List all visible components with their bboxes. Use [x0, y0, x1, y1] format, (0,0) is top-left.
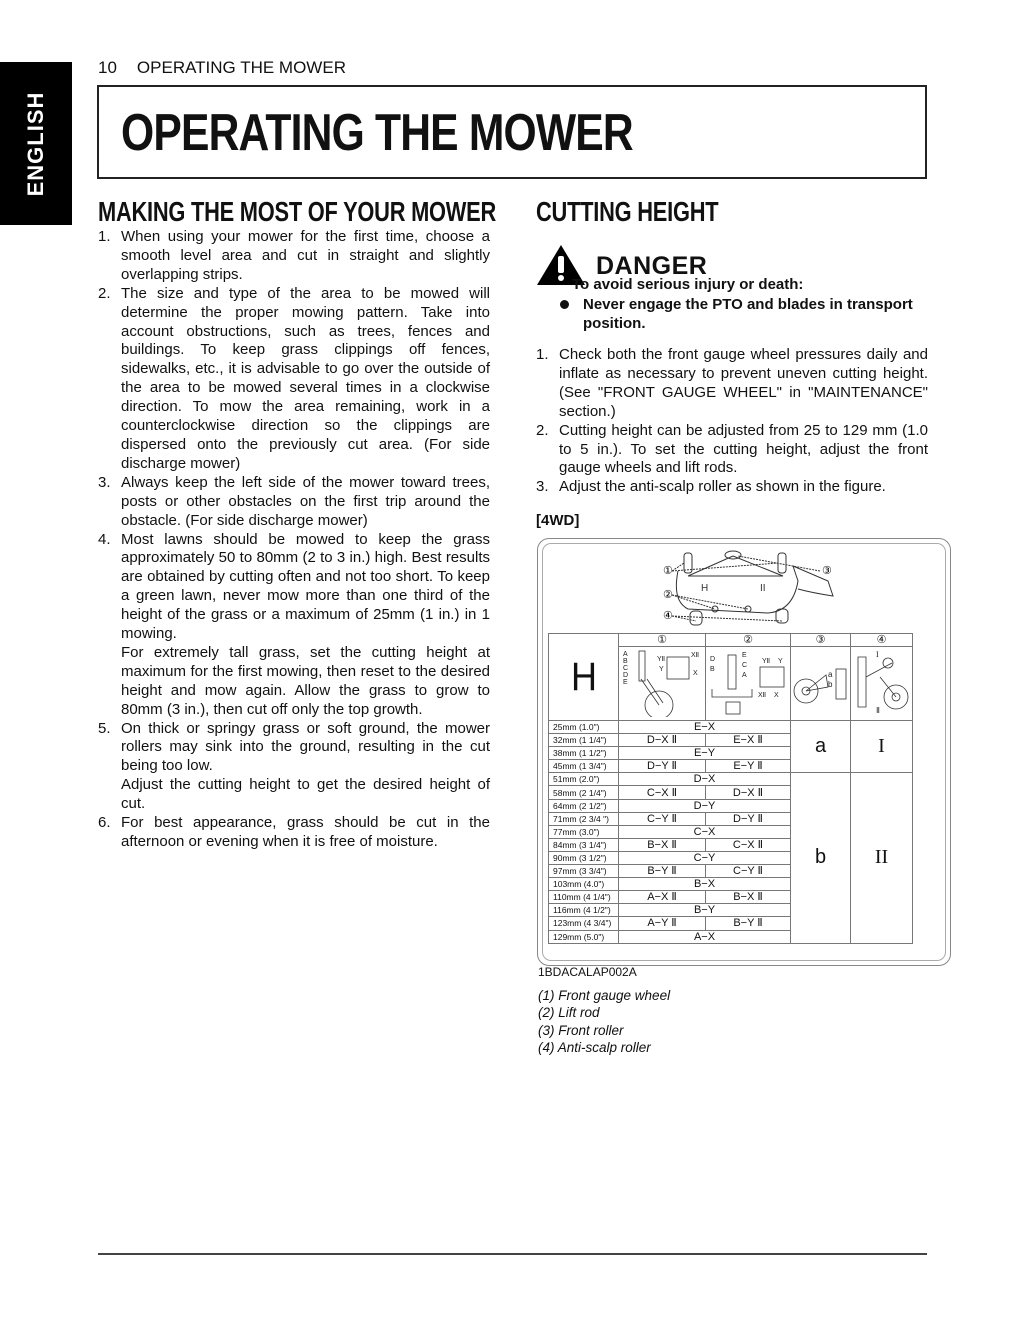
- tip-paragraph: For extremely tall grass, set the cutting height at maximum for the first mowing, then reset to the desired height and mow again. Allow the grass to grow to 80mm (3 in.), then cut off only the top growth.: [121, 643, 490, 718]
- tip-paragraph: When using your mower for the first time, choose a smooth level area and cut in straight and slightly overlapping strips.: [121, 228, 490, 283]
- height-value: 51mm (2.0"): [549, 773, 619, 786]
- gauge-wheel-diagram-icon: [619, 647, 705, 717]
- svg-text:A: A: [623, 651, 628, 658]
- position-both: D−X: [619, 773, 791, 786]
- height-value: 71mm (2 3/4 "): [549, 812, 619, 825]
- danger-word: DANGER: [596, 252, 708, 280]
- legend-item: (1) Front gauge wheel: [538, 988, 671, 1003]
- step-number: 1.: [536, 346, 549, 363]
- height-value: 110mm (4 1/4"): [549, 891, 619, 904]
- svg-text:X: X: [693, 670, 698, 677]
- callout-3: ③: [822, 565, 832, 577]
- height-value: 84mm (3 1/4"): [549, 838, 619, 851]
- height-value: 58mm (2 1/4"): [549, 786, 619, 799]
- height-value: 45mm (1 3/4"): [549, 760, 619, 773]
- col-header-1: ①: [619, 634, 706, 647]
- position-c2: C−Y Ⅱ: [706, 865, 791, 878]
- position-both: C−X: [619, 825, 791, 838]
- tips-list: [98, 228, 490, 852]
- svg-text:E: E: [623, 679, 628, 686]
- lift-rod-diagram-icon: [706, 647, 790, 717]
- page-number: 10: [98, 58, 117, 77]
- tip-number: 1.: [98, 228, 111, 245]
- svg-text:B: B: [710, 666, 715, 673]
- chapter-title: OPERATING THE MOWER: [121, 104, 633, 162]
- position-both: A−X: [619, 930, 791, 943]
- bullet-dot-icon: [560, 300, 569, 309]
- tip-item: [98, 720, 490, 815]
- language-label: ENGLISH: [23, 91, 48, 196]
- svg-text:D: D: [710, 656, 716, 663]
- height-value: 90mm (3 1/2"): [549, 851, 619, 864]
- svg-text:YⅡ: YⅡ: [657, 656, 666, 663]
- tip-paragraph: The size and type of the area to be mowed will determine the proper mowing pattern. Take into account obstructions, such as trees, fences and buildings. To keep grass clippings off fences, sidewalks, etc., it is advisable to go over the outside of the area to be mowed several times in a clockwise direction. To mow the area remaining, work in a counterclockwise direction so the clippings are dispersed onto the previously cut area. (For side discharge mower): [121, 284, 490, 472]
- h-header: H: [552, 634, 615, 721]
- col-header-3: ③: [791, 634, 851, 647]
- position-c1: C−Y Ⅱ: [619, 812, 706, 825]
- svg-text:Ⅱ: Ⅱ: [875, 706, 880, 715]
- position-c1: A−Y Ⅱ: [619, 917, 706, 930]
- height-row: [549, 773, 913, 786]
- height-value: 123mm (4 3/4"): [549, 917, 619, 930]
- svg-text:XⅡ: XⅡ: [758, 692, 767, 699]
- front-gauge-wheel-diagram: [619, 647, 706, 721]
- tip-item: [98, 228, 490, 285]
- tip-paragraph: On thick or springy grass or soft ground, the mower rollers may sink into the ground, resulting in the cut being too low.: [121, 719, 490, 775]
- callout-4: ④: [663, 610, 673, 622]
- lift-rod-diagram: [706, 647, 791, 721]
- figure-legend: [538, 987, 670, 1057]
- anti-scalp-roller-diagram: [851, 647, 913, 721]
- running-header: [98, 58, 346, 78]
- height-value: 32mm (1 1/4"): [549, 734, 619, 747]
- cutting-height-table: [548, 633, 913, 944]
- step-item: [536, 422, 928, 479]
- position-c1: A−X Ⅱ: [619, 891, 706, 904]
- step-number: 2.: [536, 421, 549, 439]
- svg-text:Y: Y: [778, 658, 783, 665]
- height-value: 64mm (2 1/2"): [549, 799, 619, 812]
- tip-item: [98, 814, 490, 852]
- tip-paragraph: Most lawns should be mowed to keep the grass approximately 50 to 80mm (2 to 3 in.) high. Best results are obtained by cutting often and not too short. To keep a green lawn, never mow more than one third of the height of the grass or a maximum of 25mm (1 in.) in 1 mowing.: [121, 530, 490, 643]
- step-text: Cutting height can be adjusted from 25 to 129 mm (1.0 to 5 in.). To set the cutting height, adjust the front gauge wheels and lift rods.: [559, 421, 928, 477]
- step-item: [536, 346, 928, 422]
- section-heading-cutting-height: CUTTING HEIGHT: [536, 196, 719, 227]
- model-tag: [4WD]: [536, 512, 580, 529]
- left-column: [98, 228, 490, 852]
- position-both: E−Y: [619, 747, 791, 760]
- svg-text:X: X: [774, 692, 779, 699]
- position-both: B−Y: [619, 904, 791, 917]
- position-c2: D−X Ⅱ: [706, 786, 791, 799]
- legend-item: (4) Anti-scalp roller: [538, 1040, 651, 1056]
- front-roller-diagram-icon: [792, 647, 850, 717]
- tip-number: 6.: [98, 814, 111, 832]
- right-column: [536, 346, 928, 497]
- front-roller-position: b: [791, 773, 851, 943]
- svg-text:E: E: [742, 652, 747, 659]
- callout-2: ②: [663, 589, 673, 601]
- height-value: 38mm (1 1/2"): [549, 747, 619, 760]
- position-both: C−Y: [619, 851, 791, 864]
- front-roller-diagram: [791, 647, 851, 721]
- position-c1: D−Y Ⅱ: [619, 760, 706, 773]
- tip-item: [98, 474, 490, 531]
- svg-text:XⅡ: XⅡ: [691, 652, 700, 659]
- svg-text:II: II: [760, 583, 766, 594]
- anti-scalp-position: I: [851, 721, 913, 773]
- tip-paragraph: For best appearance, grass should be cut in the afternoon or evening when it is free of moisture.: [121, 814, 490, 850]
- height-value: 25mm (1.0"): [549, 721, 619, 734]
- col-header-4: ④: [851, 634, 913, 647]
- svg-text:Y: Y: [659, 666, 664, 673]
- language-tab: [0, 62, 72, 225]
- position-c1: C−X Ⅱ: [619, 786, 706, 799]
- svg-text:C: C: [742, 662, 748, 669]
- anti-scalp-roller-diagram-icon: [852, 647, 912, 717]
- figure-id: 1BDACALAP002A: [538, 965, 637, 979]
- callout-1: ①: [663, 565, 673, 577]
- step-item: [536, 478, 928, 497]
- tip-item: [98, 531, 490, 720]
- height-value: 129mm (5.0"): [549, 930, 619, 943]
- tip-number: 5.: [98, 719, 111, 737]
- position-c2: D−Y Ⅱ: [706, 812, 791, 825]
- svg-text:a: a: [827, 670, 832, 679]
- height-value: 116mm (4 1/2"): [549, 904, 619, 917]
- position-c2: B−X Ⅱ: [706, 891, 791, 904]
- danger-lead: To avoid serious injury or death:: [572, 276, 804, 293]
- chapter-title-box: [97, 85, 927, 179]
- svg-text:D: D: [623, 672, 629, 679]
- front-roller-position: a: [791, 721, 851, 773]
- legend-item: (2) Lift rod: [538, 1005, 600, 1021]
- danger-bullet-text: Never engage the PTO and blades in transport position.: [583, 296, 913, 332]
- tip-paragraph: Adjust the cutting height to get the desired height of cut.: [121, 776, 490, 813]
- cutting-height-steps: [536, 346, 928, 497]
- position-c1: B−Y Ⅱ: [619, 865, 706, 878]
- position-c2: B−Y Ⅱ: [706, 917, 791, 930]
- position-c2: C−X Ⅱ: [706, 838, 791, 851]
- step-text: Check both the front gauge wheel pressures daily and inflate as necessary to prevent uneven cutting height. (See "FRONT GAUGE WHEEL" in "MAINTENANCE" section.): [559, 346, 928, 420]
- position-c2: E−Y Ⅱ: [706, 760, 791, 773]
- position-both: B−X: [619, 878, 791, 891]
- svg-text:C: C: [623, 665, 629, 672]
- tip-number: 2.: [98, 284, 111, 302]
- svg-text:A: A: [742, 672, 747, 679]
- tip-paragraph: Always keep the left side of the mower toward trees, posts or other obstacles on the first trip around the obstacle. (For side discharge mower): [121, 473, 490, 529]
- step-number: 3.: [536, 478, 549, 496]
- height-value: 77mm (3.0"): [549, 825, 619, 838]
- tip-item: [98, 285, 490, 474]
- mower-deck-diagram-icon: [588, 541, 888, 631]
- col-header-2: ②: [706, 634, 791, 647]
- position-c1: B−X Ⅱ: [619, 838, 706, 851]
- svg-text:b: b: [827, 680, 832, 689]
- svg-text:B: B: [623, 658, 628, 665]
- position-c2: E−X Ⅱ: [706, 734, 791, 747]
- height-value: 97mm (3 3/4"): [549, 865, 619, 878]
- position-c1: D−X Ⅱ: [619, 734, 706, 747]
- step-text: Adjust the anti-scalp roller as shown in the figure.: [559, 478, 886, 496]
- footer-rule: [98, 1253, 927, 1255]
- tip-number: 4.: [98, 530, 111, 548]
- position-both: E−X: [619, 721, 791, 734]
- danger-bullet: [560, 295, 930, 333]
- tip-number: 3.: [98, 473, 111, 491]
- svg-text:YⅡ: YⅡ: [762, 658, 771, 665]
- section-heading-making-most: MAKING THE MOST OF YOUR MOWER: [98, 196, 497, 227]
- svg-text:I: I: [875, 650, 879, 659]
- legend-item: (3) Front roller: [538, 1022, 624, 1038]
- height-row: [549, 721, 913, 734]
- anti-scalp-position: II: [851, 773, 913, 943]
- running-section-title: OPERATING THE MOWER: [136, 58, 346, 77]
- svg-text:H: H: [701, 583, 709, 594]
- position-both: D−Y: [619, 799, 791, 812]
- height-value: 103mm (4.0"): [549, 878, 619, 891]
